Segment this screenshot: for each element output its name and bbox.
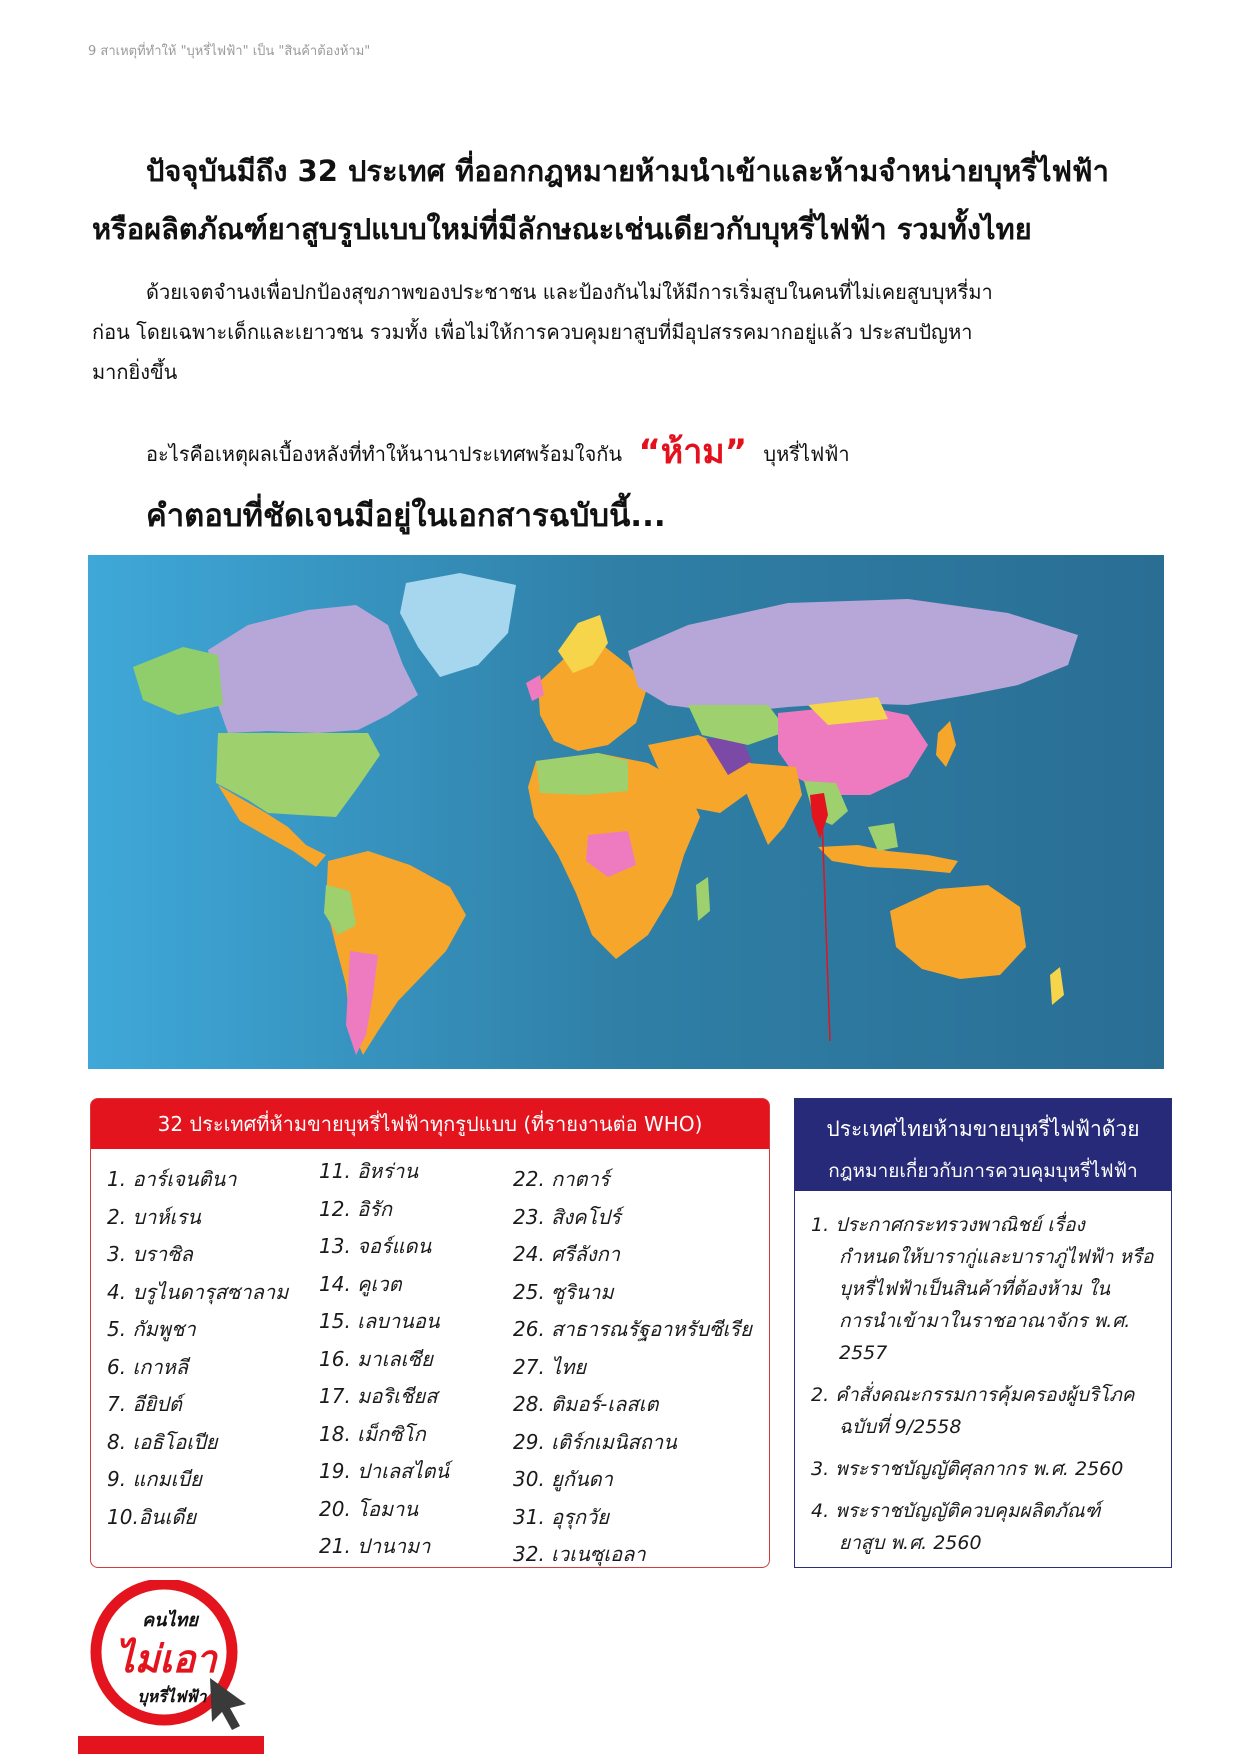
list-item: 13. จอร์แดน: [319, 1234, 432, 1258]
north-africa-shape: [536, 753, 628, 795]
list-item: 3. บราซิล: [107, 1242, 193, 1266]
list-item: 29. เติร์กเมนิสถาน: [513, 1429, 677, 1454]
logo-base-bar: [78, 1736, 264, 1754]
thai-law-title: [795, 1099, 1171, 1191]
list-item-number: 3.: [811, 1458, 830, 1480]
list-item: 19. ปาเลสไตน์: [319, 1459, 450, 1483]
intro-line-3: มากยิ่งขึ้น: [92, 360, 178, 384]
list-item: 10.อินเดีย: [107, 1504, 197, 1529]
list-item: 20. โอมาน: [319, 1496, 419, 1521]
list-item: 30. ยูกันดา: [513, 1467, 613, 1491]
intro-line-1: ด้วยเจตจำนงเพื่อปกป้องสุขภาพของประชาชน และป้องกันไม่ให้มีการเริ่มสูบในคนที่ไม่เคยสูบบุหรี่มา: [146, 280, 993, 304]
list-item: 24. ศรีลังกา: [513, 1242, 620, 1266]
list-item-number: 2.: [811, 1384, 830, 1406]
list-item-continuation: ยาสูบ พ.ศ. 2560: [839, 1532, 982, 1554]
page-running-header: 9 สาเหตุที่ทำให้ "บุหรี่ไฟฟ้า" เป็น "สินค้าต้องห้าม": [88, 44, 371, 59]
list-item: 9. แกมเบีย: [107, 1467, 202, 1491]
world-map: [88, 555, 1164, 1069]
list-item: 21. ปานามา: [319, 1534, 431, 1558]
list-item-text: คำสั่งคณะกรรมการคุ้มครองผู้บริโภค: [835, 1384, 1135, 1406]
headline-line-1: ปัจจุบันมีถึง 32 ประเทศ ที่ออกกฎหมายห้ามนำเข้าและห้ามจำหน่ายบุหรี่ไฟฟ้า: [146, 154, 1109, 188]
list-item: 8. เอธิโอเปีย: [107, 1429, 218, 1454]
answer-line: คำตอบที่ชัดเจนมีอยู่ในเอกสารฉบับนี้...: [146, 498, 666, 534]
who-country-list-box: [90, 1098, 770, 1568]
list-item: 18. เม็กซิโก: [319, 1421, 426, 1446]
list-item: 31. อุรุกวัย: [513, 1504, 609, 1529]
list-item: [811, 1379, 1161, 1443]
headline-line-2: หรือผลิตภัณฑ์ยาสูบรูปแบบใหม่ที่มีลักษณะเช่นเดียวกับบุหรี่ไฟฟ้า รวมทั้งไทย: [92, 212, 1032, 246]
list-item: 28. ติมอร์-เลสเต: [513, 1392, 659, 1416]
headline: [92, 142, 1172, 258]
list-item: 25. ซูรินาม: [513, 1279, 614, 1304]
list-item: 12. อิรัก: [319, 1196, 393, 1221]
list-item: 2. บาห์เรน: [107, 1204, 201, 1229]
list-item: 22. กาตาร์: [513, 1167, 610, 1191]
logo-line-3: บุหรี่ไฟฟ้า: [137, 1687, 207, 1706]
logo-line-2: ไม่เอา: [115, 1637, 217, 1681]
thai-law-title-line-2: กฎหมายเกี่ยวกับการควบคุมบุหรี่ไฟฟ้า: [828, 1160, 1138, 1182]
list-item: 14. คูเวต: [319, 1271, 402, 1296]
intro-paragraph: [92, 272, 1172, 392]
list-item: 11. อิหร่าน: [319, 1159, 419, 1183]
question-emphasis: “ห้าม”: [638, 432, 748, 472]
list-item: 7. อียิปต์: [107, 1392, 182, 1416]
question-line: [146, 424, 850, 478]
who-list-column-3: [513, 1161, 752, 1574]
who-list-column-1: [107, 1161, 288, 1536]
list-item-number: 1.: [811, 1214, 830, 1236]
list-item-continuation: กำหนดให้บารากู่และบาราภู่ไฟฟ้า หรือบุหรี่ไฟฟ้าเป็นสินค้าที่ต้องห้าม ในการนำเข้ามาในราชอาณาจักร พ.ศ. 2557: [839, 1246, 1154, 1364]
list-item: 27. ไทย: [513, 1354, 587, 1379]
list-item: 32. เวเนซุเอลา: [513, 1542, 646, 1566]
thai-law-list: [811, 1209, 1161, 1569]
list-item: [811, 1453, 1161, 1485]
list-item: 1. อาร์เจนตินา: [107, 1167, 237, 1191]
list-item: 5. กัมพูชา: [107, 1317, 196, 1341]
question-before: อะไรคือเหตุผลเบื้องหลังที่ทำให้นานาประเทศพร้อมใจกัน: [146, 442, 623, 466]
intro-line-2: ก่อน โดยเฉพาะเด็กและเยาวชน รวมทั้ง เพื่อไม่ให้การควบคุมยาสูบที่มีอุปสรรคมากอยู่แล้ว ประสบปัญหา: [92, 320, 973, 344]
campaign-logo: [78, 1580, 278, 1754]
list-item: 6. เกาหลี: [107, 1354, 189, 1379]
logo-line-1: คนไทย: [142, 1610, 198, 1631]
list-item: 26. สาธารณรัฐอาหรับซีเรีย: [513, 1317, 752, 1341]
list-item-text: พระราชบัญญัติศุลกากร พ.ศ. 2560: [835, 1458, 1124, 1480]
list-item-text: พระราชบัญญัติควบคุมผลิตภัณฑ์: [835, 1500, 1101, 1522]
list-item: 4. บรูไนดารุสซาลาม: [107, 1279, 289, 1304]
who-list-column-2: [319, 1153, 449, 1566]
who-list-title: 32 ประเทศที่ห้ามขายบุหรี่ไฟฟ้าทุกรูปแบบ (ที่รายงานต่อ WHO): [91, 1099, 769, 1149]
list-item: 15. เลบานอน: [319, 1309, 440, 1333]
question-after: บุหรี่ไฟฟ้า: [763, 442, 850, 466]
list-item: [811, 1209, 1161, 1369]
list-item: 17. มอริเชียส: [319, 1384, 438, 1408]
list-item: 16. มาเลเซีย: [319, 1346, 433, 1371]
list-item-text: ประกาศกระทรวงพาณิชย์ เรื่อง: [835, 1214, 1085, 1236]
list-item: [811, 1495, 1161, 1559]
list-item-continuation: ฉบับที่ 9/2558: [839, 1416, 962, 1438]
list-item: 23. สิงคโปร์: [513, 1204, 621, 1229]
thai-law-box: [794, 1098, 1172, 1568]
list-item-number: 4.: [811, 1500, 830, 1522]
thai-law-title-line-1: ประเทศไทยห้ามขายบุหรี่ไฟฟ้าด้วย: [826, 1117, 1140, 1141]
